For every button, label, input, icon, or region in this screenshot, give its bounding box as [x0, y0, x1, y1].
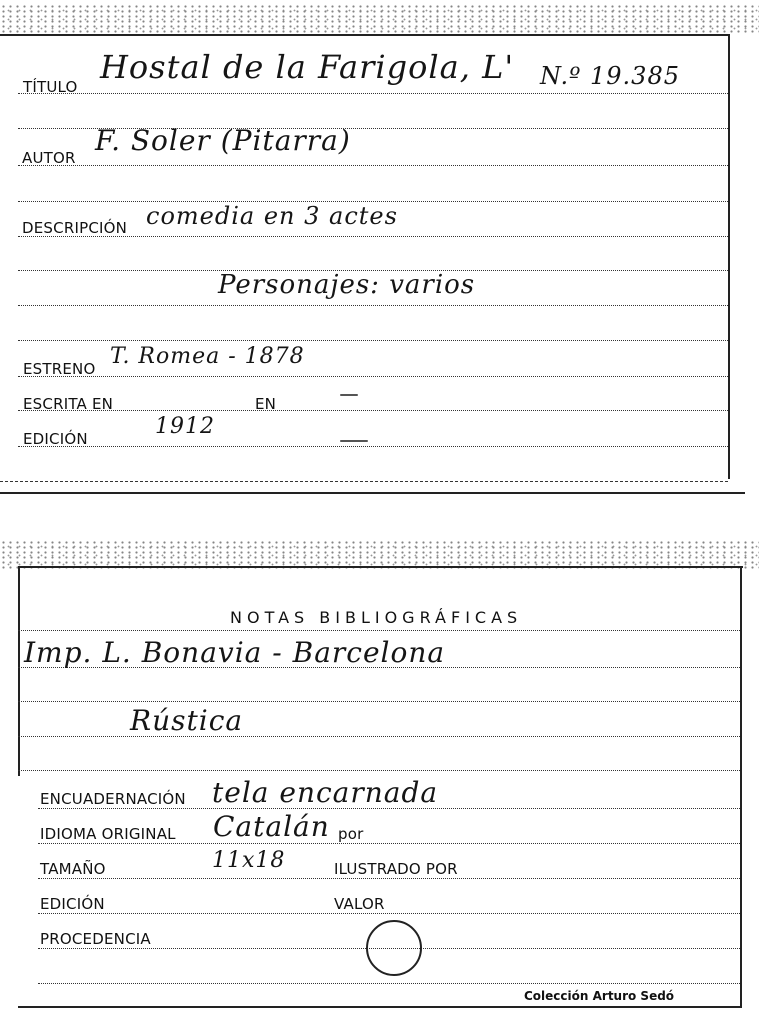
value-personajes: Personajes: varios: [218, 270, 476, 300]
rule-line: [18, 165, 728, 166]
value-descripcion: comedia en 3 actes: [146, 202, 398, 230]
label-procedencia: PROCEDENCIA: [40, 930, 151, 948]
label-en: EN: [255, 395, 277, 413]
value-tamano: 11x18: [212, 848, 286, 873]
card-top-border-bottom: [0, 492, 745, 494]
value-encuadernacion: tela encarnada: [212, 776, 439, 809]
card-top-border-right: [728, 34, 730, 479]
card-bottom-border-bottom: [18, 1006, 742, 1008]
note-encuadernacion-rustica: Rústica: [130, 704, 244, 737]
rule-line: [38, 843, 740, 844]
rule-line: [18, 446, 728, 447]
card-bottom-border-top: [18, 566, 743, 568]
catalog-card-bottom: [0, 540, 759, 1028]
label-tamano: TAMAÑO: [40, 860, 106, 878]
rule-line: [18, 701, 740, 702]
rule-line: [18, 630, 740, 631]
label-escrita-en: ESCRITA EN: [23, 395, 114, 413]
notas-heading: NOTAS BIBLIOGRÁFICAS: [230, 608, 523, 627]
card-top-speckle: [0, 4, 759, 34]
value-idioma-original: Catalán: [213, 810, 330, 843]
rule-line: [18, 736, 740, 737]
rule-line: [18, 305, 728, 306]
note-imprenta: Imp. L. Bonavia - Barcelona: [24, 636, 446, 669]
value-titulo: Hostal de la Farigola, L': [100, 48, 515, 86]
ink-mark: [340, 394, 358, 396]
ink-mark: [340, 440, 368, 442]
label-idioma-original: IDIOMA ORIGINAL: [40, 825, 176, 843]
label-por: por: [338, 825, 364, 843]
rule-line: [18, 770, 740, 771]
rule-line: [38, 878, 740, 879]
label-ilustrado-por: ILUSTRADO POR: [334, 860, 458, 878]
label-edicion-bottom: EDICIÓN: [40, 895, 105, 913]
rule-line: [18, 410, 728, 411]
rule-line: [38, 913, 740, 914]
catalog-card-top: [0, 0, 759, 495]
label-estreno: ESTRENO: [23, 360, 96, 378]
label-encuadernacion: ENCUADERNACIÓN: [40, 790, 186, 808]
label-autor: AUTOR: [22, 149, 76, 167]
rule-line: [18, 340, 728, 341]
label-edicion: EDICIÓN: [23, 430, 88, 448]
value-autor: F. Soler (Pitarra): [95, 124, 351, 157]
value-numero: N.º 19.385: [540, 62, 680, 90]
stamp-circle: [366, 920, 422, 976]
label-titulo: TÍTULO: [23, 78, 78, 96]
rule-line: [38, 983, 740, 984]
label-descripcion: DESCRIPCIÓN: [22, 219, 128, 237]
label-valor: VALOR: [334, 895, 385, 913]
card-bottom-border-right: [740, 566, 742, 1006]
value-estreno: T. Romea - 1878: [110, 344, 305, 369]
rule-line: [0, 481, 728, 482]
card-bottom-border-left: [18, 566, 20, 776]
collection-footer: Colección Arturo Sedó: [524, 989, 675, 1003]
value-edicion: 1912: [155, 414, 215, 439]
rule-line: [18, 376, 728, 377]
card-top-border-top: [0, 34, 730, 36]
rule-line: [18, 93, 728, 94]
